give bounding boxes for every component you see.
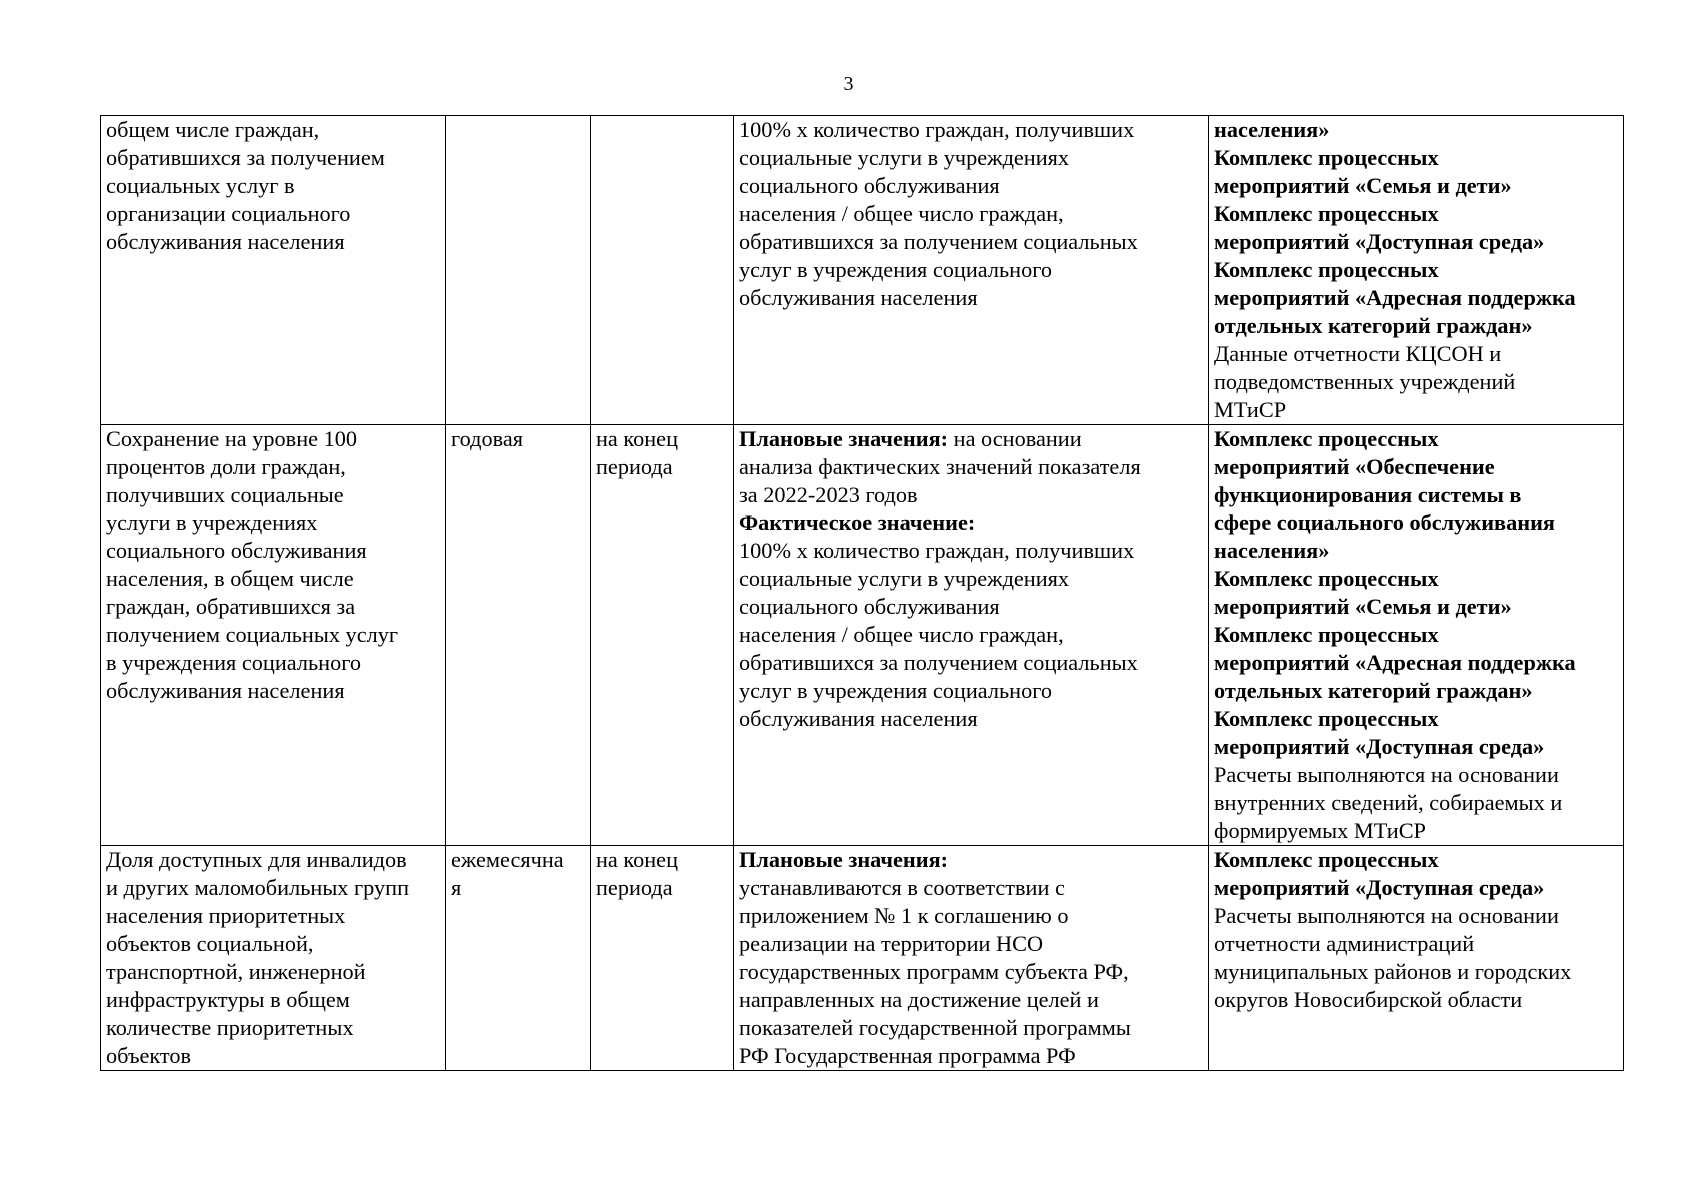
text: РФ Государственная программа РФ	[739, 1043, 1076, 1068]
cell-line	[1214, 481, 1618, 509]
cell-line	[739, 930, 1203, 958]
cell-line: Сохранение на уровне 100	[106, 426, 358, 451]
bold-text: Комплекс процессных	[1214, 847, 1439, 872]
cell-line: граждан, обратившихся за	[106, 594, 356, 619]
cell-line	[739, 649, 1203, 677]
bold-text: Комплекс процессных	[1214, 257, 1439, 282]
cell-line	[1214, 116, 1618, 144]
text: социальные услуги в учреждениях	[739, 566, 1070, 591]
cell-line	[739, 621, 1203, 649]
cell-line	[1214, 902, 1618, 930]
cell-line: объектов социальной,	[106, 931, 314, 956]
method-cell	[734, 846, 1209, 1071]
text: МТиСР	[1214, 397, 1287, 422]
cell-line	[739, 677, 1203, 705]
cell-line: получением социальных услуг	[106, 622, 399, 647]
text: Данные отчетности КЦСОН и	[1214, 341, 1502, 366]
cell-line	[1214, 621, 1618, 649]
text: социального обслуживания	[739, 594, 1000, 619]
bold-text: мероприятий «Обеспечение	[1214, 454, 1495, 479]
cell-line: организации социального	[106, 201, 351, 226]
cell-line: процентов доли граждан,	[106, 454, 346, 479]
cell-line	[1214, 368, 1618, 396]
cell-line	[1214, 396, 1618, 424]
text: округов Новосибирской области	[1214, 987, 1523, 1012]
bold-text: мероприятий «Адресная поддержка	[1214, 650, 1576, 675]
timing-cell	[591, 846, 734, 1071]
text: внутренних сведений, собираемых и	[1214, 790, 1563, 815]
cell-line: транспортной, инженерной	[106, 959, 366, 984]
cell-line	[1214, 256, 1618, 284]
source-cell	[1209, 846, 1624, 1071]
timing-cell	[591, 116, 734, 425]
indicators-table	[100, 115, 1624, 1071]
text: государственных программ субъекта РФ,	[739, 959, 1129, 984]
text: обратившихся за получением социальных	[739, 650, 1138, 675]
cell-line: обратившихся за получением	[106, 145, 385, 170]
text: на основании	[948, 426, 1082, 451]
cell-line	[1214, 537, 1618, 565]
cell-line: годовая	[451, 426, 523, 451]
bold-text: функционирования системы в	[1214, 482, 1522, 507]
cell-line	[1214, 228, 1618, 256]
periodicity-cell	[446, 116, 591, 425]
cell-line	[739, 537, 1203, 565]
cell-line: я	[451, 875, 462, 900]
cell-line	[739, 593, 1203, 621]
method-cell	[734, 425, 1209, 846]
bold-text: мероприятий «Адресная поддержка	[1214, 285, 1576, 310]
cell-line: в учреждения социального	[106, 650, 361, 675]
cell-line	[739, 144, 1203, 172]
cell-line: периода	[596, 454, 673, 479]
source-cell	[1209, 116, 1624, 425]
cell-line	[1214, 200, 1618, 228]
cell-line	[1214, 312, 1618, 340]
cell-line	[1214, 677, 1618, 705]
bold-text: Комплекс процессных	[1214, 145, 1439, 170]
cell-line	[739, 172, 1203, 200]
cell-line: количестве приоритетных	[106, 1015, 354, 1040]
bold-text: мероприятий «Доступная среда»	[1214, 875, 1545, 900]
cell-line: ежемесячна	[451, 847, 564, 872]
bold-text: Комплекс процессных	[1214, 201, 1439, 226]
cell-line	[739, 284, 1203, 312]
text: реализации на территории НСО	[739, 931, 1044, 956]
periodicity-cell	[446, 846, 591, 1071]
text: Расчеты выполняются на основании	[1214, 762, 1559, 787]
cell-line	[1214, 144, 1618, 172]
text: 100% х количество граждан, получивших	[739, 117, 1135, 142]
cell-line: общем числе граждан,	[106, 117, 320, 142]
cell-line	[1214, 958, 1618, 986]
cell-line	[1214, 874, 1618, 902]
text: социальные услуги в учреждениях	[739, 145, 1070, 170]
cell-line	[1214, 425, 1618, 453]
cell-line	[739, 453, 1203, 481]
cell-line: социального обслуживания	[106, 538, 367, 563]
cell-line: населения, в общем числе	[106, 566, 354, 591]
cell-line: получивших социальные	[106, 482, 344, 507]
text: формируемых МТиСР	[1214, 818, 1426, 843]
cell-line: и других маломобильных групп	[106, 875, 410, 900]
bold-text: отдельных категорий граждан»	[1214, 678, 1533, 703]
bold-text: Плановые значения:	[739, 847, 949, 872]
text: обслуживания населения	[739, 285, 978, 310]
cell-line	[739, 705, 1203, 733]
bold-text: сфере социального обслуживания	[1214, 510, 1555, 535]
cell-line: на конец	[596, 847, 679, 872]
cell-line: обслуживания населения	[106, 678, 345, 703]
cell-line	[1214, 789, 1618, 817]
cell-line	[739, 986, 1203, 1014]
cell-line: населения приоритетных	[106, 903, 346, 928]
text: услуг в учреждения социального	[739, 678, 1053, 703]
table-row	[101, 116, 1624, 425]
bold-text: Фактическое значение:	[739, 510, 976, 535]
text: социального обслуживания	[739, 173, 1000, 198]
text: устанавливаются в соответствии с	[739, 875, 1065, 900]
cell-line	[739, 200, 1203, 228]
bold-text: Плановые значения:	[739, 426, 949, 451]
text: подведомственных учреждений	[1214, 369, 1516, 394]
cell-line	[1214, 705, 1618, 733]
bold-text: мероприятий «Семья и дети»	[1214, 173, 1512, 198]
cell-line: объектов	[106, 1043, 192, 1068]
bold-text: Комплекс процессных	[1214, 426, 1439, 451]
text: приложением № 1 к соглашению о	[739, 903, 1069, 928]
text: муниципальных районов и городских	[1214, 959, 1572, 984]
text: обратившихся за получением социальных	[739, 229, 1138, 254]
cell-line	[1214, 453, 1618, 481]
cell-line	[739, 481, 1203, 509]
cell-line	[1214, 284, 1618, 312]
text: анализа фактических значений показателя	[739, 454, 1141, 479]
indicator-cell	[101, 425, 446, 846]
method-cell	[734, 116, 1209, 425]
bold-text: Комплекс процессных	[1214, 622, 1439, 647]
indicator-cell	[101, 846, 446, 1071]
cell-line	[1214, 593, 1618, 621]
bold-text: мероприятий «Доступная среда»	[1214, 229, 1545, 254]
text: населения / общее число граждан,	[739, 201, 1064, 226]
cell-line	[739, 509, 1203, 537]
indicator-cell	[101, 116, 446, 425]
text: отчетности администраций	[1214, 931, 1475, 956]
text: населения / общее число граждан,	[739, 622, 1064, 647]
cell-line	[739, 256, 1203, 284]
text: направленных на достижение целей и	[739, 987, 1099, 1012]
cell-line: периода	[596, 875, 673, 900]
cell-line	[739, 846, 1203, 874]
cell-line	[739, 902, 1203, 930]
cell-line	[739, 1014, 1203, 1042]
table-row	[101, 425, 1624, 846]
cell-line	[739, 565, 1203, 593]
page-number: 3	[843, 73, 854, 95]
text: показателей государственной программы	[739, 1015, 1131, 1040]
cell-line	[1214, 565, 1618, 593]
bold-text: населения»	[1214, 117, 1330, 142]
cell-line: социальных услуг в	[106, 173, 295, 198]
cell-line	[739, 874, 1203, 902]
cell-line	[739, 228, 1203, 256]
bold-text: мероприятий «Семья и дети»	[1214, 594, 1512, 619]
bold-text: населения»	[1214, 538, 1330, 563]
bold-text: Комплекс процессных	[1214, 706, 1439, 731]
cell-line	[1214, 649, 1618, 677]
cell-line: инфраструктуры в общем	[106, 987, 350, 1012]
source-cell	[1209, 425, 1624, 846]
bold-text: мероприятий «Доступная среда»	[1214, 734, 1545, 759]
cell-line	[1214, 172, 1618, 200]
cell-line	[739, 958, 1203, 986]
cell-line	[739, 425, 1203, 453]
cell-line	[1214, 930, 1618, 958]
cell-line	[1214, 340, 1618, 368]
text: Расчеты выполняются на основании	[1214, 903, 1559, 928]
bold-text: отдельных категорий граждан»	[1214, 313, 1533, 338]
cell-line: услуги в учреждениях	[106, 510, 318, 535]
text: обслуживания населения	[739, 706, 978, 731]
cell-line: Доля доступных для инвалидов	[106, 847, 407, 872]
cell-line	[1214, 817, 1618, 845]
text: услуг в учреждения социального	[739, 257, 1053, 282]
periodicity-cell	[446, 425, 591, 846]
table-row	[101, 846, 1624, 1071]
timing-cell	[591, 425, 734, 846]
cell-line	[739, 116, 1203, 144]
text: за 2022-2023 годов	[739, 482, 918, 507]
cell-line	[1214, 846, 1618, 874]
cell-line: на конец	[596, 426, 679, 451]
cell-line	[1214, 509, 1618, 537]
text: 100% х количество граждан, получивших	[739, 538, 1135, 563]
cell-line	[1214, 733, 1618, 761]
bold-text: Комплекс процессных	[1214, 566, 1439, 591]
cell-line	[739, 1042, 1203, 1070]
cell-line	[1214, 761, 1618, 789]
cell-line: обслуживания населения	[106, 229, 345, 254]
cell-line	[1214, 986, 1618, 1014]
